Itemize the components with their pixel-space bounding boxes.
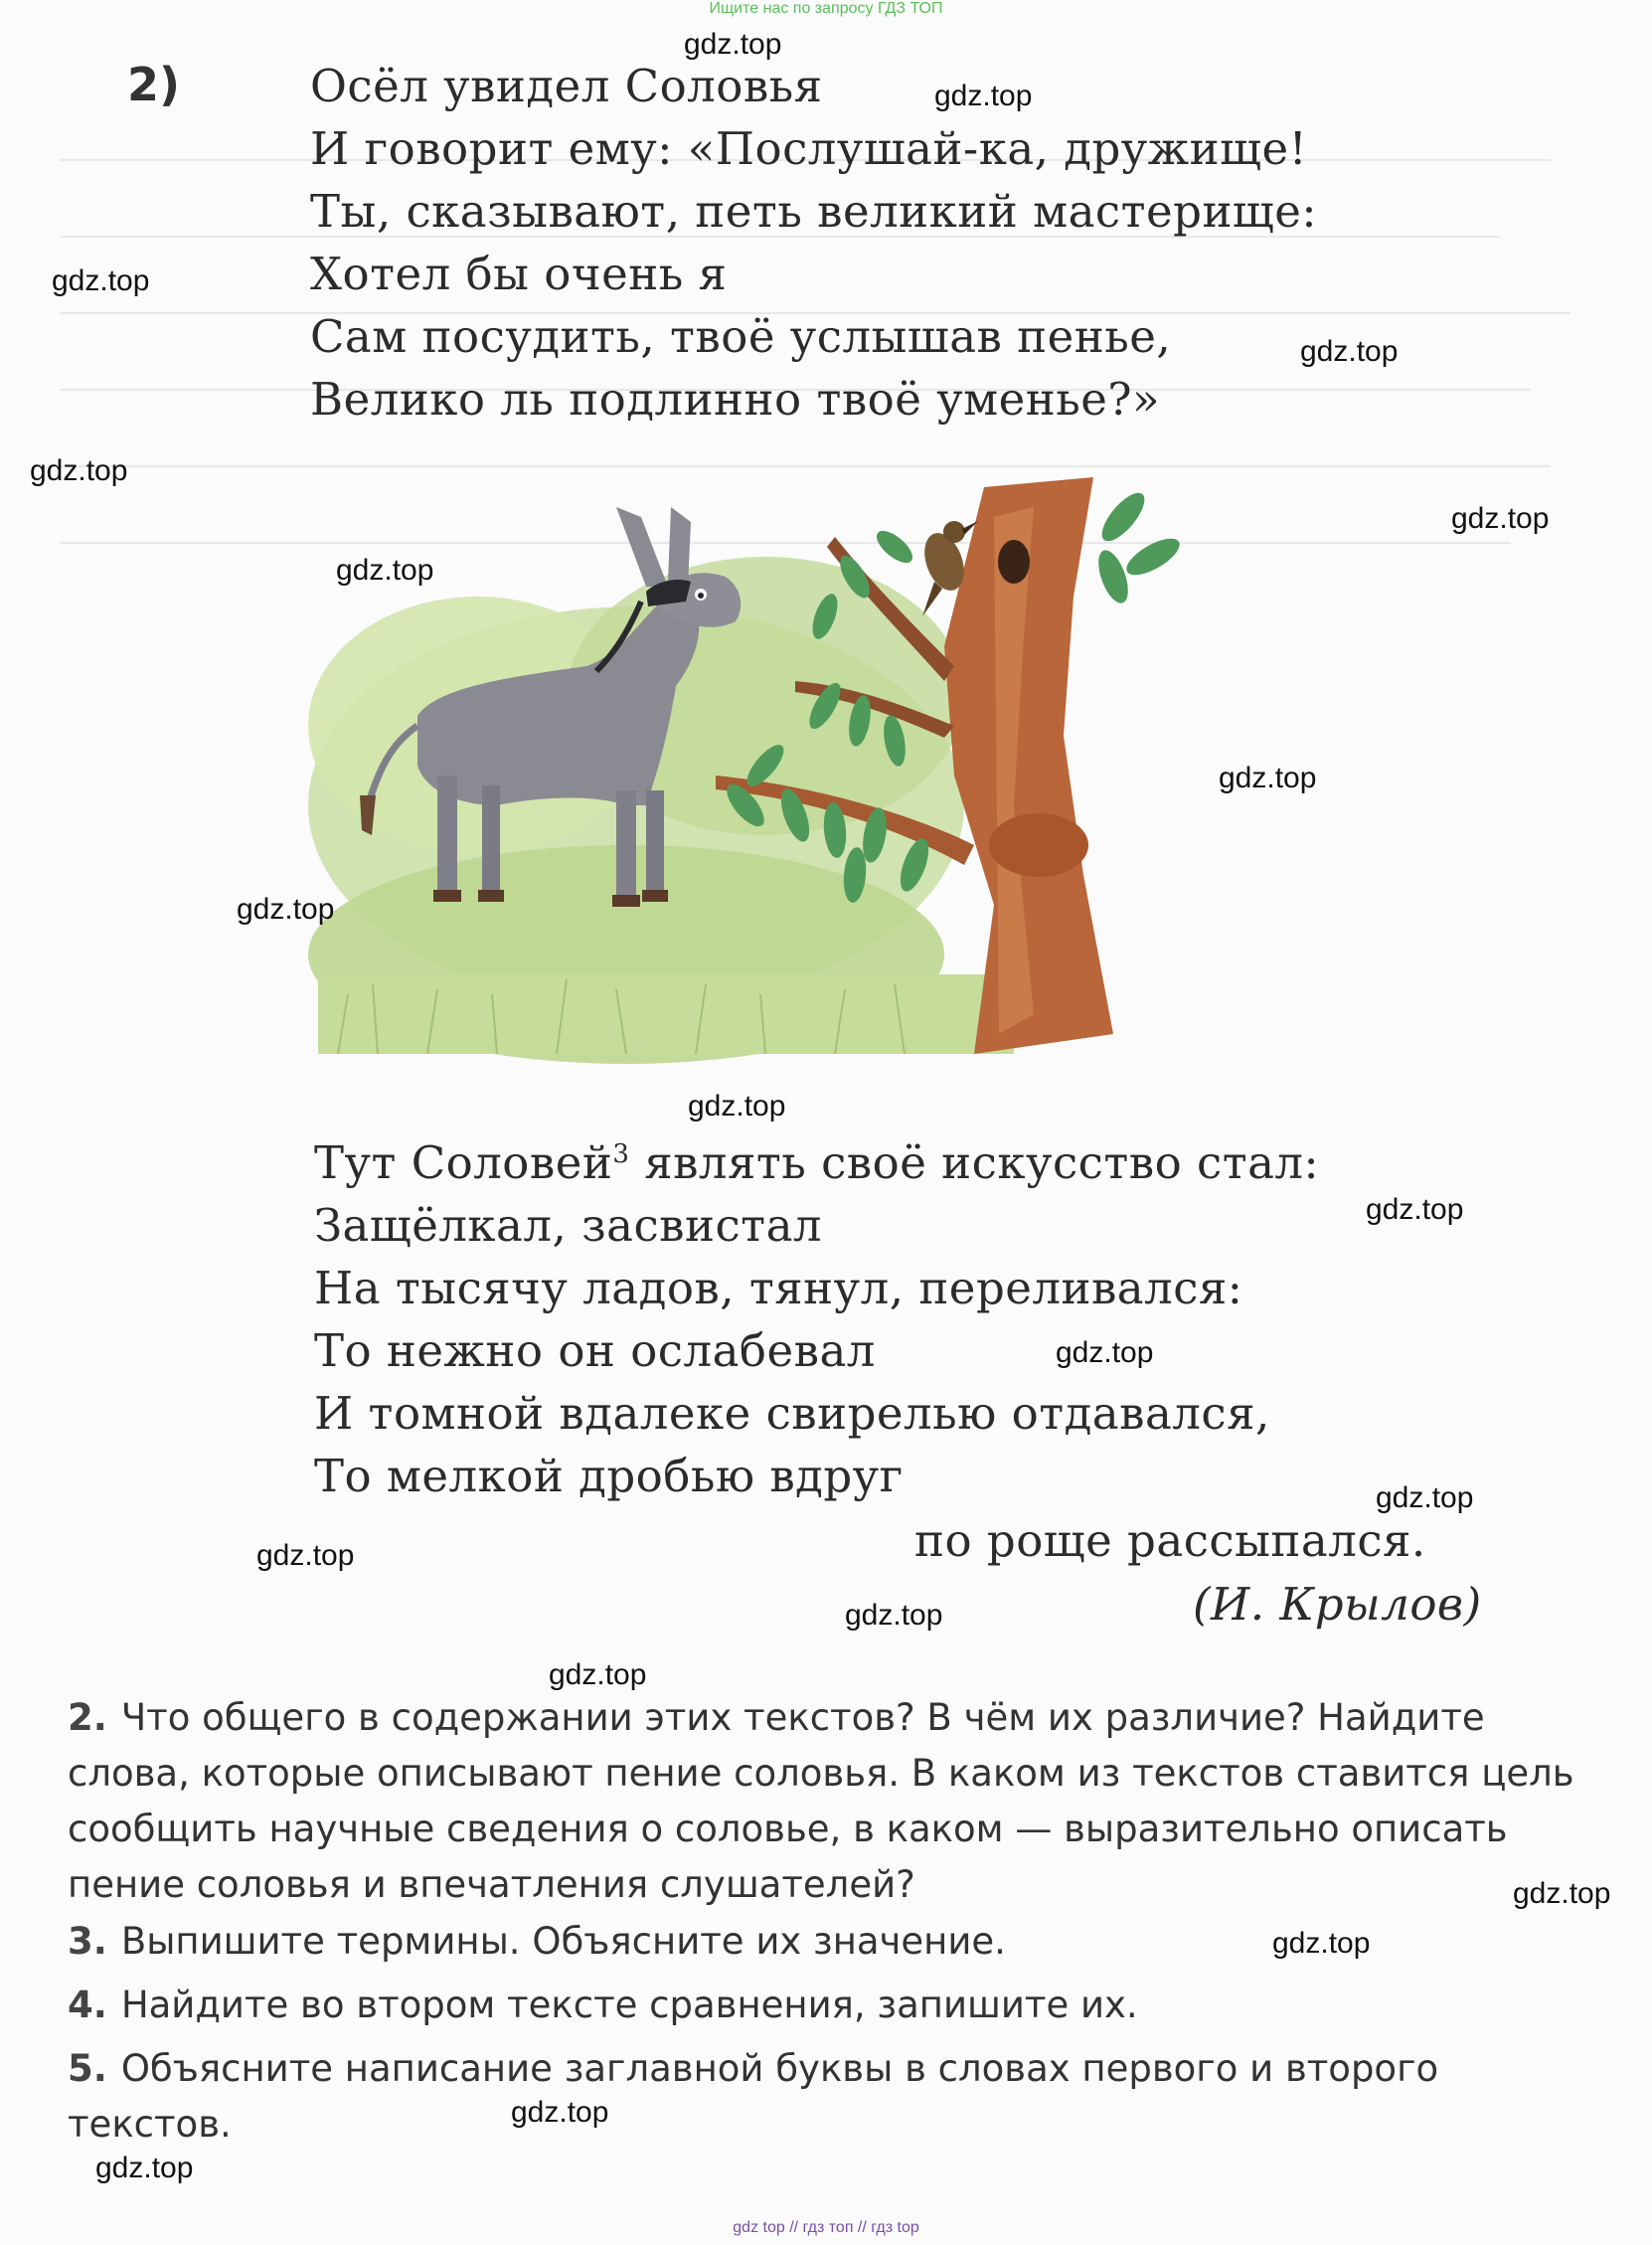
poem-line: Осёл увидел Соловья (310, 60, 823, 112)
poem-line: То нежно он ослабевал (314, 1324, 876, 1377)
watermark: gdz.top (52, 264, 150, 297)
poem-last-line: по роще рассыпался. (914, 1514, 1426, 1567)
poem-part-2 (314, 1123, 1606, 1507)
poem-author: (И. Крылов) (1193, 1578, 1482, 1631)
footnote-mark: 3 (612, 1139, 630, 1169)
watermark: gdz.top (1272, 1927, 1371, 1960)
poem-line-text: Тут Соловей (314, 1136, 613, 1189)
watermark: gdz.top (1219, 762, 1317, 794)
exercise-number: 2) (127, 58, 181, 111)
watermark: gdz.top (1451, 502, 1550, 535)
watermark: gdz.top (1366, 1193, 1464, 1226)
watermark: gdz.top (1056, 1336, 1154, 1369)
task-text: Что общего в содержании этих текстов? В чём их различие? Найдите слова, которые описывают пение соловья. В каком из текстов ставится цель сообщить научные сведения о соловье, в каком — выразительно описать пение соловья и впечатления слушателей? (68, 1696, 1574, 1906)
task-number: 2. (68, 1696, 107, 1739)
task-5 (68, 2041, 1598, 2153)
watermark: gdz.top (688, 1090, 786, 1122)
watermark: gdz.top (511, 2096, 609, 2129)
task-text: Выпишите термины. Объясните их значение. (120, 1920, 1006, 1963)
poem-line: И говорит ему: «Послушай-ка, дружище! (310, 122, 1308, 175)
watermark: gdz.top (237, 893, 335, 926)
poem-line: На тысячу ладов, тянул, переливался: (314, 1262, 1243, 1314)
poem-part-1 (310, 55, 1503, 431)
poem-line (314, 1123, 1606, 1194)
watermark: gdz.top (549, 1658, 647, 1691)
task-number: 3. (68, 1920, 107, 1963)
task-number: 5. (68, 2047, 107, 2090)
poem-line: Хотел бы очень я (310, 248, 728, 300)
watermark: gdz.top (95, 2152, 194, 2184)
poem-line-text: являть своё искусство стал: (629, 1136, 1320, 1189)
task-2 (68, 1690, 1598, 1913)
task-4 (68, 1978, 1598, 2033)
watermark: gdz.top (1513, 1877, 1611, 1910)
poem-line: И томной вдалеке свирелью отдавался, (314, 1387, 1270, 1440)
poem-line: Защёлкал, засвистал (314, 1199, 822, 1252)
task-text: Объясните написание заглавной буквы в словах первого и второго текстов. (68, 2047, 1439, 2146)
footer-note: gdz top // гдз топ // гдз top (733, 2219, 919, 2236)
watermark: gdz.top (1376, 1481, 1474, 1514)
watermark: gdz.top (934, 80, 1033, 112)
task-number: 4. (68, 1984, 107, 2026)
poem-line: Сам посудить, твоё услышав пенье, (310, 310, 1172, 363)
header-note: Ищите нас по запросу ГДЗ ТОП (709, 0, 943, 17)
watermark: gdz.top (845, 1599, 943, 1632)
poem-line: То мелкой дробью вдруг (314, 1450, 904, 1502)
watermark: gdz.top (336, 554, 434, 587)
watermark: gdz.top (684, 28, 782, 61)
watermark: gdz.top (256, 1539, 355, 1572)
watermark: gdz.top (1300, 335, 1399, 368)
task-text: Найдите во втором тексте сравнения, запишите их. (120, 1984, 1138, 2026)
poem-line: Ты, сказывают, петь великий мастерище: (310, 185, 1318, 238)
watermark: gdz.top (30, 454, 128, 487)
poem-line: Велико ль подлинно твоё уменье?» (310, 373, 1161, 426)
